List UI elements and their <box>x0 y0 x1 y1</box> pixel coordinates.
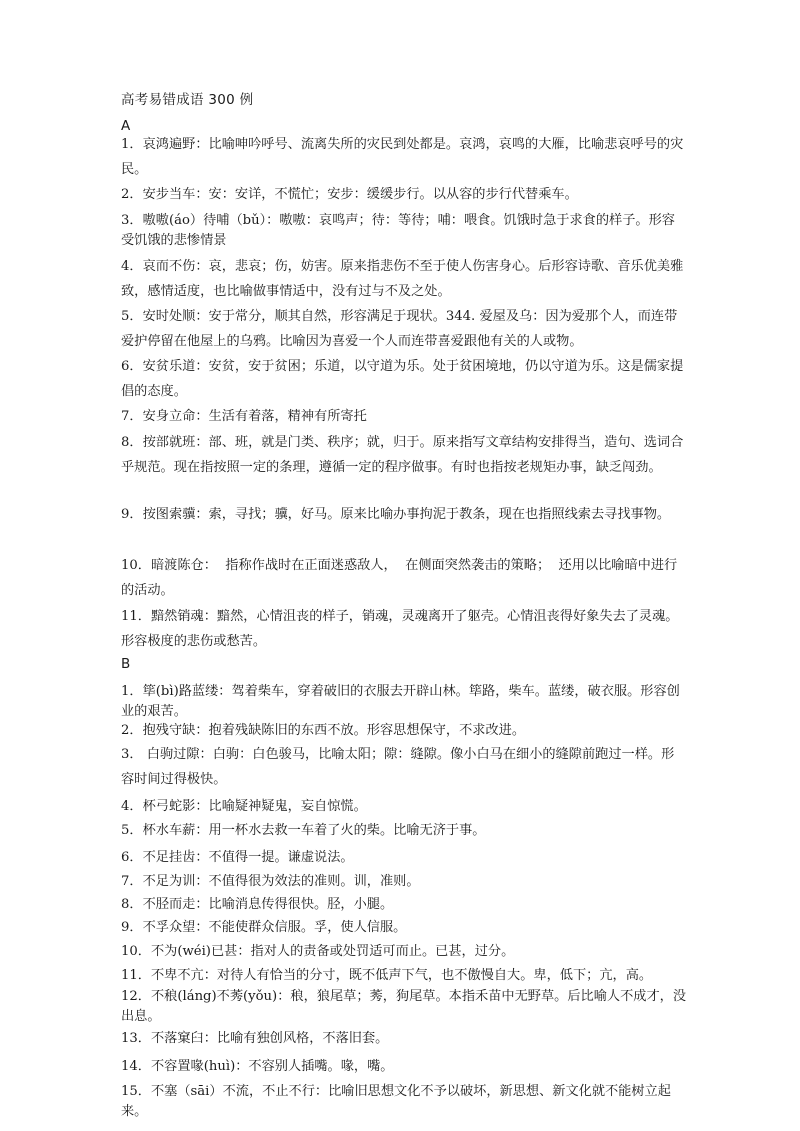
document-title: 高考易错成语 300 例 <box>121 92 254 108</box>
entry-a-2: 2．安步当车：安：安详，不慌忙；安步：缓缓步行。以从容的步行代替乘车。 <box>121 187 578 202</box>
entry-b-15: 15．不塞（sāi）不流，不止不行：比喻旧思想文化不予以破坏，新思想、新文化就不能树立起来。 <box>121 1084 671 1119</box>
entry-a-6: 6．安贫乐道：安贫，安于贫困；乐道，以守道为乐。处于贫困境地，仍以守道为乐。这是儒家提倡的态度。 <box>121 359 684 399</box>
entry-a-11: 11．黯然销魂：黯然，心情沮丧的样子，销魂，灵魂离开了躯壳。心情沮丧得好象失去了灵魂。形容极度的悲伤或愁苦。 <box>121 609 679 649</box>
entry-a-8: 8．按部就班：部、班，就是门类、秩序；就，归于。原来指写文章结构安排得当，造句、选词合乎规范。现在指按照一定的条理，遵循一定的程序做事。有时也指按老规矩办事，缺乏闯劲。 <box>121 435 684 475</box>
entry-b-2: 2．抱残守缺：抱着残缺陈旧的东西不放。形容思想保守，不求改进。 <box>121 723 526 738</box>
entry-b-6: 6．不足挂齿：不值得一提。谦虚说法。 <box>121 850 354 865</box>
entry-b-1: 1．筚(bì)路蓝缕：驾着柴车，穿着破旧的衣服去开辟山林。筚路，柴车。蓝缕，破衣服。形容创业的艰苦。 <box>121 684 680 719</box>
entry-b-10: 10．不为(wéi)已甚：指对人的责备或处罚适可而止。已甚，过分。 <box>121 944 515 959</box>
entry-b-3: 3． 白驹过隙：白驹：白色骏马，比喻太阳；隙：缝隙。像小白马在细小的缝隙前跑过一样。形容时间过得极快。 <box>121 747 675 787</box>
entry-a-10: 10．暗渡陈仓： 指称作战时在正面迷惑敌人， 在侧面突然袭击的策略； 还用以比喻暗中进行的活动。 <box>121 558 678 598</box>
entry-b-9: 9．不孚众望：不能使群众信服。孚，使人信服。 <box>121 920 407 935</box>
entry-b-14: 14．不容置喙(huì)：不容别人插嘴。喙，嘴。 <box>121 1059 394 1074</box>
entry-a-1: 1．哀鸿遍野：比喻呻吟呼号、流离失所的灾民到处都是。哀鸿，哀鸣的大雁，比喻悲哀呼号的灾民。 <box>121 137 684 177</box>
entry-a-5: 5．安时处顺：安于常分，顺其自然，形容满足于现状。344. 爱屋及乌：因为爱那个人，而连带爱护停留在他屋上的乌鸦。比喻因为喜爱一个人而连带喜爱跟他有关的人或物。 <box>121 309 678 349</box>
entry-a-4: 4．哀而不伤：哀，悲哀；伤，妨害。原来指悲伤不至于使人伤害身心。后形容诗歌、音乐优美雅致，感情适度，也比喻做事情适中，没有过与不及之处。 <box>121 259 684 299</box>
entry-b-7: 7．不足为训：不值得很为效法的准则。训，准则。 <box>121 874 420 889</box>
entry-b-8: 8．不胫而走：比喻消息传得很快。胫，小腿。 <box>121 897 394 912</box>
entry-b-4: 4．杯弓蛇影：比喻疑神疑鬼，妄自惊慌。 <box>121 799 367 814</box>
entry-b-5: 5．杯水车薪：用一杯水去救一车着了火的柴。比喻无济于事。 <box>121 823 486 838</box>
entry-b-12: 12．不稂(láng)不莠(yǒu)：稂，狼尾草；莠，狗尾草。本指禾苗中无野草。后比喻人不成才，没出息。 <box>121 989 687 1024</box>
section-heading-b: B <box>121 656 131 672</box>
entry-b-13: 13．不落窠臼：比喻有独创风格，不落旧套。 <box>121 1031 389 1046</box>
section-heading-a: A <box>121 118 131 134</box>
entry-a-9: 9．按图索骥：索，寻找；骥，好马。原来比喻办事拘泥于教条，现在也指照线索去寻找事物。 <box>121 507 671 522</box>
entry-a-3: 3．嗷嗷(áo）待哺（bǔ）：嗷嗷：哀鸣声；待：等待；哺：喂食。饥饿时急于求食的样子。形容受饥饿的悲惨情景 <box>121 213 675 248</box>
entry-b-11: 11．不卑不亢：对待人有恰当的分寸，既不低声下气，也不傲慢自大。卑，低下；亢，高。 <box>121 968 653 983</box>
entry-a-7: 7．安身立命：生活有着落，精神有所寄托 <box>121 409 367 424</box>
